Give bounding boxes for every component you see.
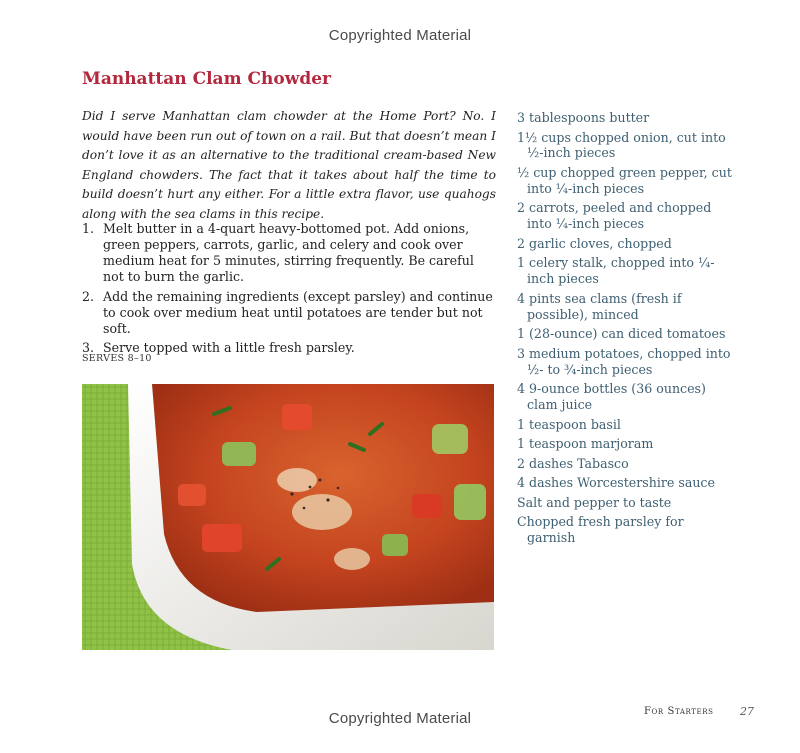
ingredient-item: 4 dashes Worcestershire sauce bbox=[517, 475, 715, 491]
ingredient-item: 1½ cups chopped onion, cut into ½-inch pieces bbox=[517, 129, 726, 161]
ingredient-item: 1 celery stalk, chopped into ¼-inch pieces bbox=[517, 255, 715, 287]
instruction-step bbox=[82, 289, 498, 337]
instructions-list bbox=[82, 221, 498, 360]
step-number: 3. bbox=[82, 340, 95, 355]
step-text: Serve topped with a little fresh parsley. bbox=[103, 340, 355, 355]
step-number: 2. bbox=[82, 288, 95, 304]
recipe-intro: Did I serve Manhattan clam chowder at the Home Port? No. I would have been run out of town on a rail. But that doesn’t mean I don’t love it as an alternative to the traditional cream-based New England chowders. The fact that it takes about half the time to build doesn’t hurt any either. For a little extra flavor, use quahogs along with the sea clams in this recipe. bbox=[82, 109, 496, 221]
chowder-photo bbox=[82, 384, 494, 650]
serves-label: SERVES 8–10 bbox=[82, 353, 152, 364]
step-number: 1. bbox=[82, 221, 95, 236]
ingredient-item: 4 9-ounce bottles (36 ounces) clam juice bbox=[517, 381, 706, 412]
ingredient-item: Chopped fresh parsley for garnish bbox=[517, 514, 684, 546]
ingredient-item: 2 garlic cloves, chopped bbox=[517, 235, 672, 251]
watermark-bottom: Copyrighted Material bbox=[328, 710, 472, 727]
step-text: Melt butter in a 4-quart heavy-bottomed pot. Add onions, green peppers, carrots, garlic, and celery and cook over medium heat for 5 minutes, stirring frequently. Be careful not to burn the garlic. bbox=[103, 221, 474, 284]
footer-section-title: For Starters bbox=[644, 706, 714, 717]
instruction-step bbox=[82, 221, 498, 285]
ingredient-item: 3 medium potatoes, chopped into ½- to ¾-inch pieces bbox=[517, 345, 731, 377]
ingredient-item: 2 carrots, peeled and chopped into ¼-inch pieces bbox=[517, 200, 712, 232]
ingredient-item: 4 pints sea clams (fresh if possible), minced bbox=[517, 290, 682, 322]
ingredient-item: ½ cup chopped green pepper, cut into ¼-inch pieces bbox=[517, 164, 732, 196]
ingredient-item: 1 teaspoon basil bbox=[517, 416, 621, 432]
ingredients-list bbox=[517, 110, 732, 550]
ingredient-item: 2 dashes Tabasco bbox=[517, 455, 629, 471]
ingredient-item: 3 tablespoons butter bbox=[517, 110, 650, 125]
ingredient-item: 1 (28-ounce) can diced tomatoes bbox=[517, 326, 726, 342]
ingredient-item: Salt and pepper to taste bbox=[517, 494, 672, 510]
step-text: Add the remaining ingredients (except parsley) and continue to cook over medium heat until potatoes are tender but not soft. bbox=[103, 288, 493, 336]
ingredient-item: 1 teaspoon marjoram bbox=[517, 436, 654, 452]
page-number: 27 bbox=[740, 705, 754, 718]
chowder-bowl-illustration bbox=[82, 384, 494, 650]
recipe-title: Manhattan Clam Chowder bbox=[82, 69, 331, 89]
watermark-top: Copyrighted Material bbox=[328, 27, 472, 44]
